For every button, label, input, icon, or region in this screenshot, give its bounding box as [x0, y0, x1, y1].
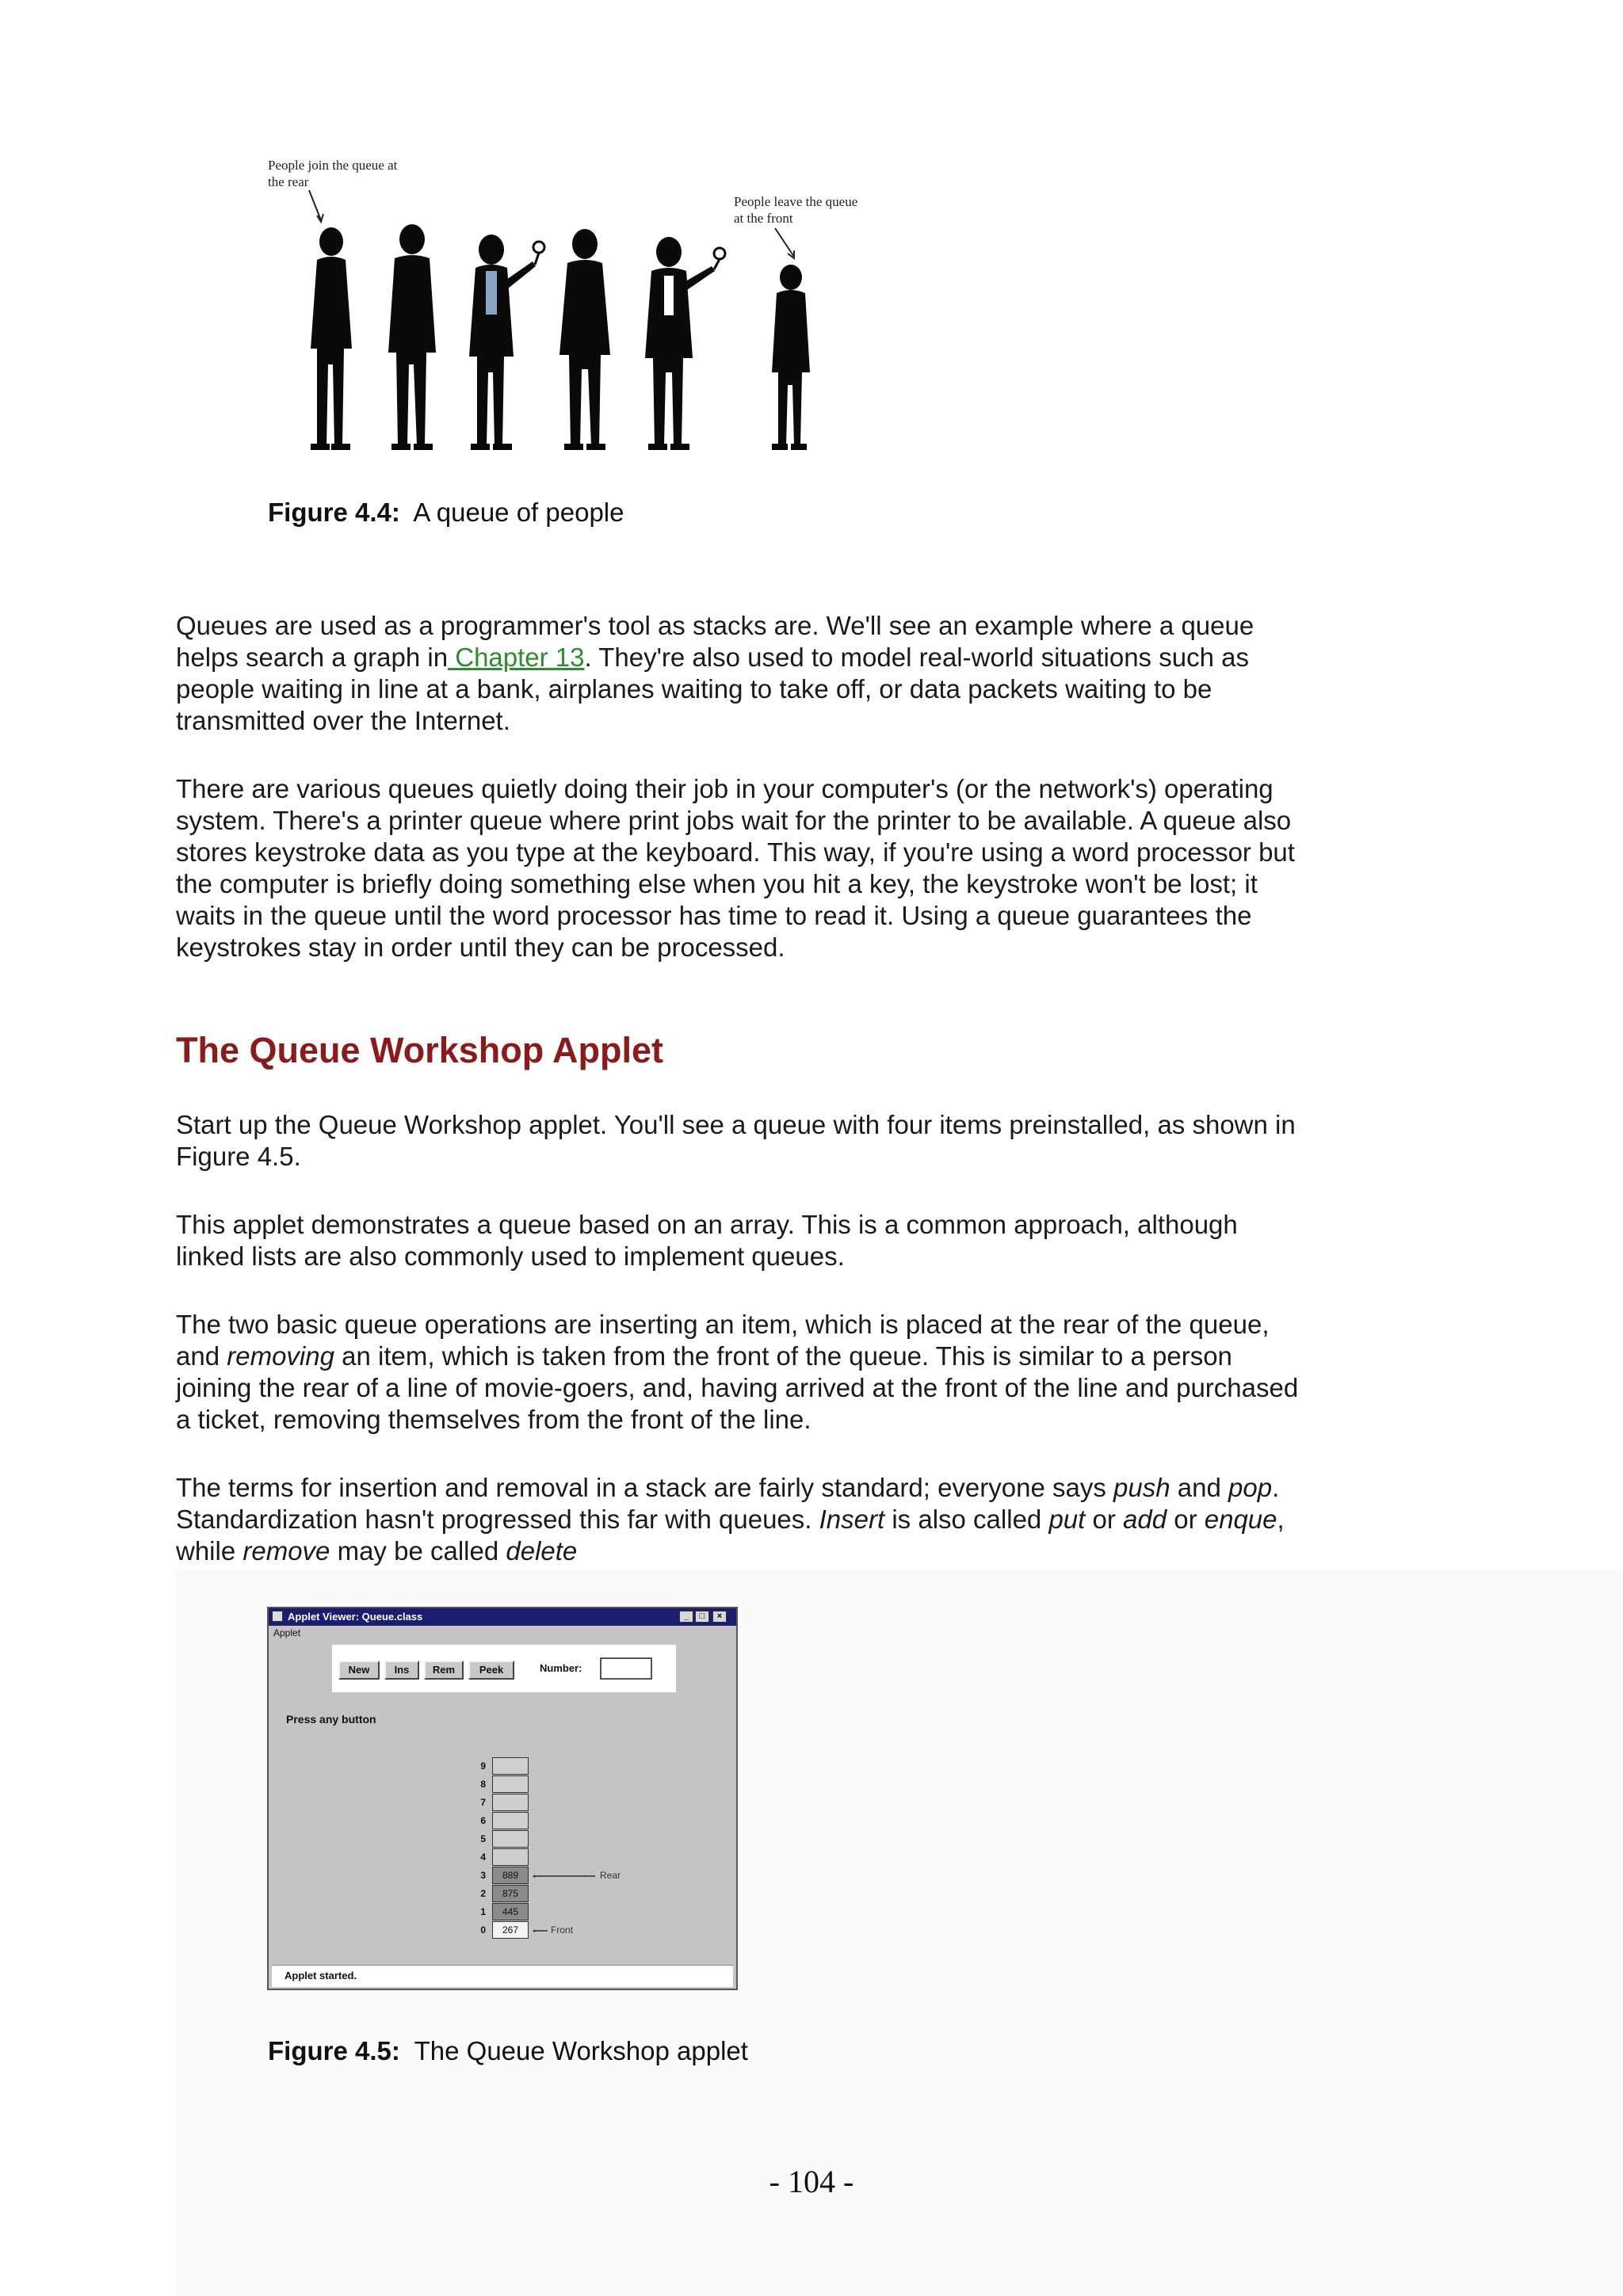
emphasis-text: pop — [1228, 1473, 1273, 1502]
cell-value: 889 — [492, 1867, 529, 1884]
paragraph-start-applet: Start up the Queue Workshop applet. You'll see a queue with four items preinstalled, as shown in Figure 4.5. — [176, 1110, 1296, 1171]
rear-arrow-head-icon: ← — [530, 1868, 543, 1882]
cell-value: 267 — [492, 1921, 529, 1939]
queue-cell — [475, 1848, 570, 1866]
emphasis-text: Insert — [819, 1505, 885, 1534]
paragraph-terms — [176, 1472, 1301, 1567]
paragraph-text: may be called — [330, 1536, 506, 1566]
paragraph-text: is also called — [884, 1505, 1049, 1534]
cell-value — [492, 1775, 529, 1793]
number-label: Number: — [540, 1662, 582, 1674]
cell-index: 1 — [480, 1906, 486, 1917]
queue-of-people-figure — [262, 151, 864, 467]
queue-cell — [475, 1757, 570, 1775]
window-title: Applet Viewer: Queue.class — [288, 1611, 423, 1623]
paragraph-queues-uses — [176, 610, 1301, 737]
queue-cell — [475, 1812, 570, 1829]
paragraph-basic-operations — [176, 1309, 1301, 1436]
close-button[interactable]: × — [712, 1611, 727, 1623]
insert-button[interactable]: Ins — [384, 1661, 419, 1680]
paragraph-os-queues: There are various queues quietly doing their job in your computer's (or the network's) operating system. There's a printer queue where print jobs wait for the printer to be available. A queue also stores keystroke data as you type at the keyboard. This way, if you're using a word processor but the computer is briefly doing something else when you hit a key, the keystroke won't be lost; it waits in the queue until the word processor has time to read it. Using a queue guarantees the keystrokes stay in order until they can be processed. — [176, 774, 1295, 962]
leave-front-annotation: People leave the queue at the front — [734, 194, 858, 226]
cell-index: 7 — [480, 1797, 486, 1808]
applet-title-bar — [269, 1608, 736, 1626]
applet-menu[interactable]: Applet — [273, 1627, 301, 1638]
cell-value: 875 — [492, 1885, 529, 1902]
paragraph-text: , while — [176, 1505, 1285, 1566]
paragraph-text: The two basic queue operations are inserting an item, which is placed at the rear of the queue, and — [176, 1310, 1270, 1371]
emphasis-text: delete — [506, 1536, 578, 1566]
cell-index: 9 — [480, 1760, 486, 1772]
cell-value — [492, 1812, 529, 1829]
paragraph-text: or — [1085, 1505, 1123, 1534]
join-rear-annotation: People join the queue at the rear — [268, 158, 398, 189]
rear-label: Rear — [600, 1870, 621, 1881]
caption-label: Figure 4.5: — [268, 2036, 400, 2065]
applet-toolbar — [332, 1645, 676, 1692]
cell-index: 3 — [480, 1870, 486, 1881]
paragraph-text: an item, which is taken from the front of the queue. This is similar to a person joining the rear of a line of movie-goers, and, having arrived at the front of the line and purchased a ticket, removing themselves from the front of the line. — [176, 1341, 1299, 1434]
emphasis-text: remove — [242, 1536, 330, 1566]
emphasis-text: removing — [227, 1341, 334, 1371]
emphasis-text: add — [1123, 1505, 1167, 1534]
cell-value: 445 — [492, 1903, 529, 1920]
cell-index: 4 — [480, 1852, 486, 1863]
cell-value — [492, 1794, 529, 1811]
section-heading: The Queue Workshop Applet — [176, 1030, 664, 1070]
cell-index: 5 — [480, 1833, 486, 1844]
emphasis-text: put — [1048, 1505, 1086, 1534]
emphasis-text: push — [1113, 1473, 1170, 1502]
caption-label: Figure 4.4: — [268, 498, 400, 527]
queue-applet-window — [267, 1607, 738, 1990]
queue-cell — [475, 1885, 570, 1902]
applet-message: Press any button — [286, 1713, 376, 1726]
cell-value — [492, 1830, 529, 1848]
page-number: - 104 - — [769, 2164, 854, 2199]
front-arrow-head-icon: ← — [530, 1923, 543, 1936]
cell-index: 2 — [480, 1888, 486, 1899]
minimize-button[interactable]: _ — [679, 1611, 693, 1623]
paragraph-text: Queues are used as a programmer's tool as stacks are. We'll see an example where a queue helps search a graph in — [176, 611, 1254, 672]
new-button[interactable]: New — [338, 1661, 380, 1680]
paragraph-array-queue: This applet demonstrates a queue based on an array. This is a common approach, although linked lists are also commonly used to implement queues. — [176, 1210, 1238, 1271]
emphasis-text: enque — [1204, 1505, 1277, 1534]
figure-4-5-caption — [268, 2036, 748, 2066]
chapter-13-link[interactable]: Chapter 13 — [448, 643, 585, 672]
cell-value — [492, 1848, 529, 1866]
caption-text: The Queue Workshop applet — [414, 2036, 748, 2065]
paragraph-text: or — [1167, 1505, 1205, 1534]
queue-cell — [475, 1903, 570, 1920]
paragraph-text: and — [1170, 1473, 1228, 1502]
cell-index: 8 — [480, 1779, 486, 1790]
peek-button[interactable]: Peek — [468, 1661, 514, 1680]
figure-4-4-caption — [268, 498, 624, 528]
cell-index: 6 — [480, 1815, 486, 1826]
app-icon — [272, 1611, 283, 1622]
caption-text: A queue of people — [413, 498, 624, 527]
maximize-button[interactable]: □ — [695, 1611, 709, 1623]
cell-index: 0 — [480, 1924, 486, 1936]
paragraph-text: . Standardization hasn't progressed this far with queues. — [176, 1473, 1280, 1534]
queue-cell — [475, 1794, 570, 1811]
remove-button[interactable]: Rem — [424, 1661, 464, 1680]
queue-cell — [475, 1775, 570, 1793]
front-label: Front — [551, 1924, 574, 1936]
queue-cell — [475, 1830, 570, 1848]
cell-value — [492, 1757, 529, 1775]
applet-status-bar: Applet started. — [272, 1965, 733, 1987]
paragraph-text: The terms for insertion and removal in a stack are fairly standard; everyone says — [176, 1473, 1114, 1502]
paragraph-text: . They're also used to model real-world situations such as people waiting in line at a bank, airplanes waiting to take off, or data packets waiting to be transmitted over the Internet. — [176, 643, 1249, 735]
number-input[interactable] — [600, 1657, 652, 1680]
